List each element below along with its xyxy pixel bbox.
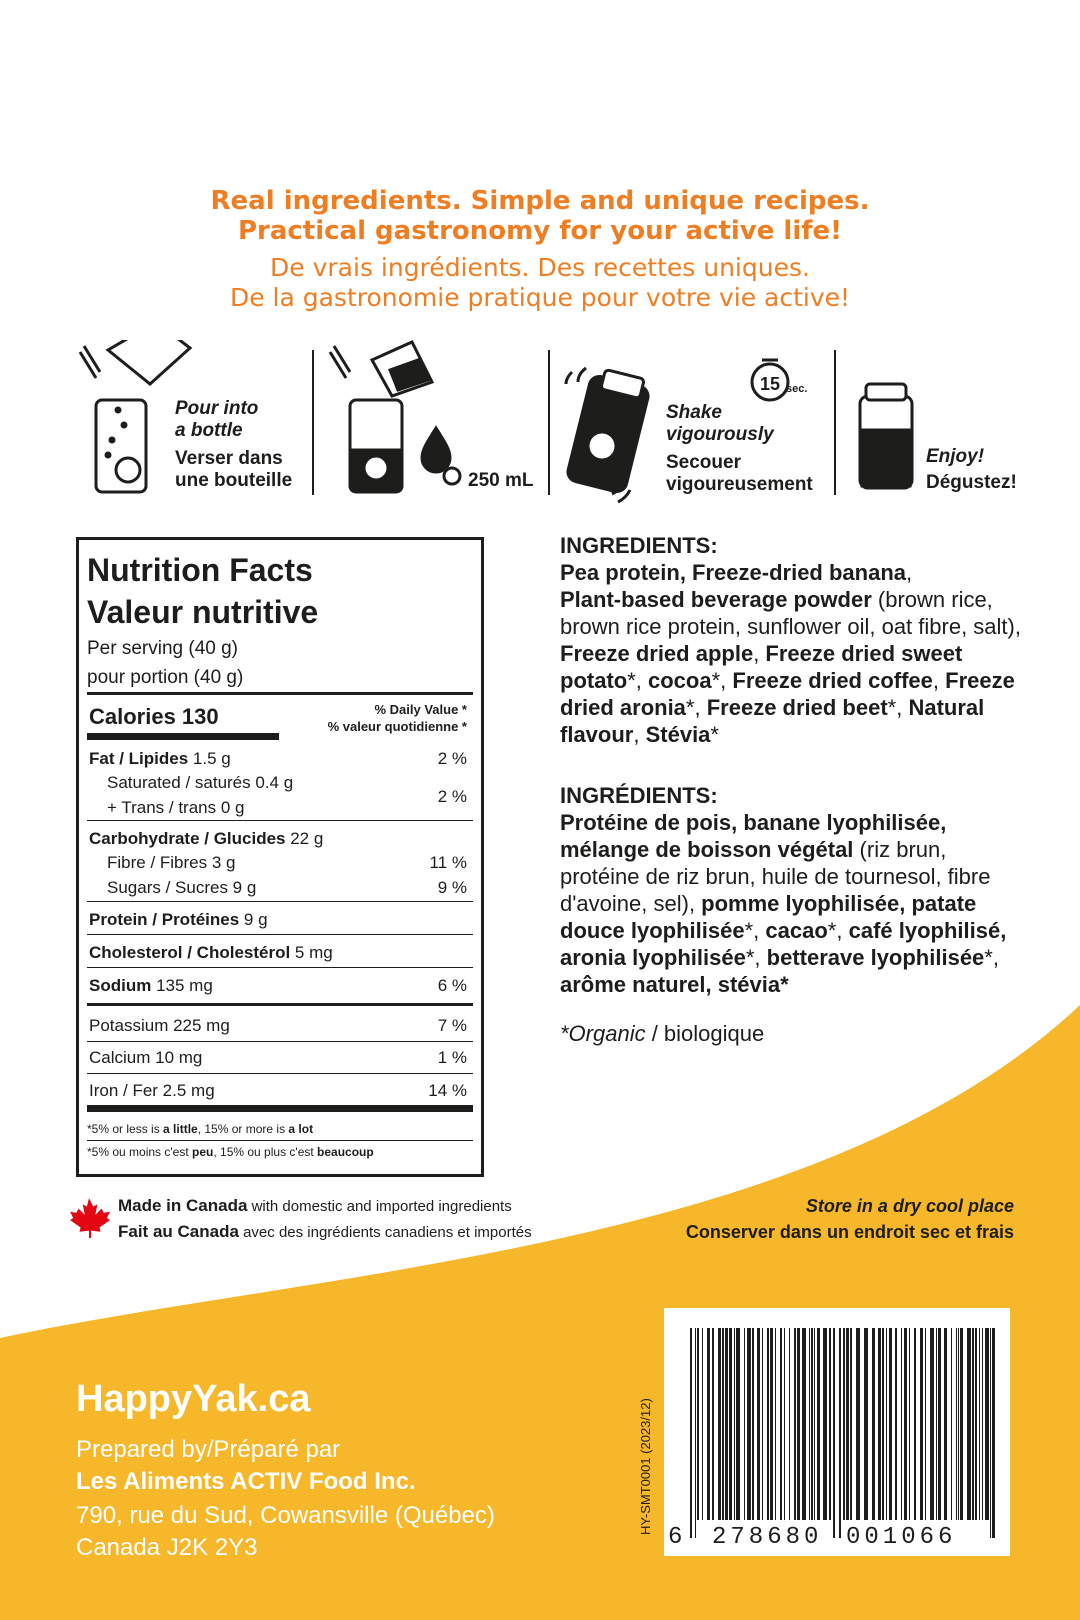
barcode-bar — [817, 1328, 820, 1520]
barcode-bar — [960, 1328, 963, 1520]
barcode-bar — [725, 1328, 728, 1520]
step1-fr-line2: une bouteille — [175, 470, 293, 491]
barcode-bar — [823, 1328, 827, 1520]
prepared-by: Prepared by/Préparé par — [76, 1436, 341, 1463]
dv-note-en: *5% or less is a little, 15% or more is a lot — [87, 1122, 314, 1136]
step-divider — [312, 350, 314, 495]
barcode-bar — [878, 1328, 881, 1520]
barcode-bar — [872, 1328, 875, 1520]
chol-label: Cholesterol / Cholestérol — [89, 943, 291, 962]
protein-label: Protein / Protéines — [89, 910, 240, 929]
step3-fr-line2: vigoureusement — [666, 474, 813, 495]
potassium-pct: 7 % — [437, 1016, 467, 1035]
nutrition-title-fr: Valeur nutritive — [87, 594, 319, 630]
calories-bar — [87, 733, 279, 740]
divider — [87, 1003, 473, 1006]
barcode-bar — [775, 1328, 776, 1520]
barcode-bar — [770, 1328, 773, 1520]
barcode-bar — [992, 1328, 995, 1538]
ingredients-en-heading: INGREDIENTS: — [560, 533, 718, 558]
made-in-canada-en: Made in Canada with domestic and imported ingredients — [118, 1196, 512, 1215]
barcode-bar — [794, 1328, 796, 1520]
organic-note: *Organic / biologique — [560, 1021, 765, 1046]
barcode-bar — [985, 1328, 989, 1520]
daily-value-en: % Daily Value * — [374, 702, 467, 717]
barcode-bar — [951, 1328, 952, 1520]
barcode-bar — [707, 1328, 710, 1520]
step3-en-line1: Shake — [666, 402, 722, 423]
company-name: Les Aliments ACTIV Food Inc. — [76, 1468, 416, 1495]
potassium-row: Potassium 225 mg — [89, 1016, 230, 1035]
step1-fr-line1: Verser dans — [175, 448, 283, 469]
trans-row: + Trans / trans 0 g — [107, 798, 245, 817]
step4-fr: Dégustez! — [926, 472, 1017, 493]
barcode-bar — [972, 1328, 974, 1520]
tagline-en-line1: Real ingredients. Simple and unique recipes. — [210, 186, 870, 216]
calcium-row: Calcium 10 mg — [89, 1048, 203, 1067]
step3-fr-line1: Secouer — [666, 452, 741, 473]
barcode-bar — [734, 1328, 735, 1520]
step-divider — [548, 350, 550, 495]
barcode-bar — [718, 1328, 721, 1520]
serving-size-en: Per serving (40 g) — [87, 638, 239, 659]
nutrition-title-en: Nutrition Facts — [87, 552, 313, 588]
barcode-bar — [882, 1328, 884, 1520]
sugars-row: Sugars / Sucres 9 g — [107, 878, 257, 897]
barcode-bar — [744, 1328, 745, 1520]
barcode-bar — [944, 1328, 947, 1520]
timer-unit: sec. — [786, 383, 808, 395]
barcode-bar — [833, 1328, 835, 1538]
maple-leaf-icon — [68, 1196, 110, 1238]
serving-size-fr: pour portion (40 g) — [87, 667, 244, 688]
divider — [87, 934, 473, 935]
divider — [87, 1140, 473, 1141]
iron-row: Iron / Fer 2.5 mg — [89, 1081, 215, 1100]
dv-note-fr: *5% ou moins c'est peu, 15% ou plus c'est beaucoup — [87, 1145, 374, 1159]
barcode-bar — [802, 1328, 806, 1520]
cholesterol-row — [89, 943, 333, 963]
website: HappyYak.ca — [76, 1378, 311, 1420]
barcode-bar — [886, 1328, 887, 1520]
postal-address: Canada J2K 2Y3 — [76, 1534, 258, 1561]
barcode-bar — [979, 1328, 980, 1520]
barcode-bar — [909, 1328, 910, 1520]
timer-value: 15 — [760, 374, 781, 394]
divider — [87, 901, 473, 902]
divider — [87, 692, 473, 695]
barcode-group-left: 278680 — [712, 1524, 823, 1551]
barcode-bar — [789, 1328, 790, 1520]
preparation-steps-illustration — [0, 340, 1080, 510]
step1-en-line2: a bottle — [175, 420, 243, 441]
barcode-bar — [895, 1328, 897, 1520]
barcode-bar — [938, 1328, 941, 1520]
step4-en: Enjoy! — [926, 446, 985, 467]
barcode-bar — [936, 1328, 937, 1520]
tagline-en-line2: Practical gastronomy for your active life! — [237, 216, 843, 246]
ingredients-fr-heading: INGRÉDIENTS: — [560, 783, 718, 808]
barcode-bar — [762, 1328, 763, 1520]
sat-trans-pct: 2 % — [437, 787, 467, 806]
step-divider — [834, 350, 836, 495]
storage-fr: Conserver dans un endroit sec et frais — [685, 1222, 1014, 1242]
saturated-row: Saturated / saturés 0.4 g — [107, 773, 294, 792]
step3-text — [666, 402, 813, 496]
carb-amount: 22 g — [285, 829, 324, 848]
barcode-bar — [920, 1328, 923, 1520]
barcode-bar — [846, 1328, 849, 1520]
protein-amount: 9 g — [239, 910, 268, 929]
nutrition-facts-table — [76, 537, 484, 1177]
barcode-bar — [784, 1328, 785, 1520]
storage-en: Store in a dry cool place — [805, 1196, 1014, 1216]
barcode-bar — [958, 1328, 959, 1520]
step4-text — [926, 446, 1017, 494]
barcode-bar — [702, 1328, 703, 1520]
barcode-bar — [780, 1328, 782, 1520]
barcode-bar — [757, 1328, 760, 1520]
divider — [87, 1041, 473, 1042]
step3-en-line2: vigourously — [666, 424, 774, 445]
barcode-bar — [767, 1328, 769, 1520]
barcode-bar — [729, 1328, 732, 1520]
barcode-bar — [967, 1328, 971, 1520]
street-address: 790, rue du Sud, Cowansville (Québec) — [76, 1502, 495, 1529]
shake-bottle-icon — [566, 368, 650, 502]
fibre-pct: 11 % — [429, 853, 467, 872]
divider — [87, 967, 473, 968]
barcode-bar — [839, 1328, 841, 1538]
barcode-bar — [829, 1328, 831, 1520]
barcode-bars — [664, 1308, 1010, 1556]
step2-volume: 250 mL — [468, 470, 534, 491]
calories: Calories 130 — [89, 704, 219, 729]
barcode-bar — [864, 1328, 868, 1520]
ingredients-en: INGREDIENTS: Pea protein, Freeze-dried banana, Plant-based beverage powder (brown rice, brown rice protein, sunflower oil, oat fibre, salt), Freeze dried apple, Freeze dried sweet potato*, cocoa*, Freeze dried coffee, Freeze dried aronia*, Freeze dried beet*, Natural flavour, Stévia* — [560, 533, 1021, 747]
fat-amount: 1.5 g — [188, 749, 231, 768]
barcode-bar — [904, 1328, 907, 1520]
barcode-bar — [956, 1328, 957, 1520]
barcode-bar — [809, 1328, 810, 1520]
barcode-bar — [975, 1328, 977, 1520]
tagline-fr-line2: De la gastronomie pratique pour votre vie active! — [229, 283, 851, 312]
calcium-pct: 1 % — [437, 1048, 467, 1067]
protein-row — [89, 910, 268, 930]
barcode-group-right: 001066 — [846, 1524, 957, 1551]
pour-powder-icon — [80, 340, 190, 492]
sugars-pct: 9 % — [437, 878, 467, 897]
barcode-bar — [690, 1328, 692, 1538]
barcode-bar — [695, 1328, 696, 1538]
sodium-row — [89, 976, 213, 996]
barcode-bar — [990, 1328, 991, 1538]
barcode-bar — [736, 1328, 740, 1520]
chol-amount: 5 mg — [290, 943, 333, 962]
barcode-bar — [850, 1328, 852, 1520]
barcode-bar — [843, 1328, 845, 1520]
barcode-bar — [797, 1328, 800, 1520]
sodium-label: Sodium — [89, 976, 152, 995]
made-in-canada-fr: Fait au Canada avec des ingrédients canadiens et importés — [118, 1222, 532, 1241]
fat-label: Fat / Lipides — [89, 749, 189, 768]
barcode-bar — [712, 1328, 714, 1520]
add-water-icon — [330, 342, 460, 492]
divider — [87, 1073, 473, 1074]
barcode — [664, 1308, 1010, 1556]
barcode-bar — [814, 1328, 815, 1520]
barcode-bar — [914, 1328, 916, 1520]
barcode-bar — [697, 1328, 699, 1520]
daily-value-fr: % valeur quotidienne * — [327, 719, 467, 734]
fibre-row: Fibre / Fibres 3 g — [107, 853, 236, 872]
tagline-fr-line1: De vrais ingrédients. Des recettes uniques. — [270, 253, 810, 282]
carb-label: Carbohydrate / Glucides — [89, 829, 286, 848]
barcode-digit-first: 6 — [668, 1524, 683, 1551]
barcode-bar — [925, 1328, 926, 1520]
barcode-bar — [856, 1328, 860, 1520]
barcode-bar — [722, 1328, 724, 1520]
sodium-pct: 6 % — [437, 976, 467, 995]
fat-row — [89, 749, 231, 769]
fat-pct: 2 % — [437, 749, 467, 768]
barcode-bar — [889, 1328, 892, 1520]
sodium-amount: 135 mg — [151, 976, 213, 995]
carb-row — [89, 829, 323, 849]
barcode-bar — [752, 1328, 754, 1520]
enjoy-bottle-icon — [860, 384, 912, 488]
iron-pct: 14 % — [428, 1081, 467, 1100]
divider — [87, 1105, 473, 1112]
ingredients-fr: INGRÉDIENTS: Protéine de pois, banane lyophilisée, mélange de boisson végétal (riz brun, protéine de riz brun, huile de tournesol, fibre d'avoine, sel), pomme lyophilisée, patate douce lyophilisée*, cacao*, café lyophilisé, aronia lyophilisée*, betterave lyophilisée*, arôme naturel, stévia* — [560, 783, 1007, 997]
barcode-bar — [982, 1328, 983, 1520]
barcode-bar — [930, 1328, 934, 1520]
step1-text — [175, 398, 292, 492]
barcode-bar — [811, 1328, 813, 1520]
product-code: HY-SMT0001 (2023/12) — [638, 1398, 653, 1535]
step1-en-line1: Pour into — [175, 398, 259, 419]
divider — [87, 820, 473, 821]
barcode-bar — [901, 1328, 902, 1520]
barcode-bar — [747, 1328, 751, 1520]
